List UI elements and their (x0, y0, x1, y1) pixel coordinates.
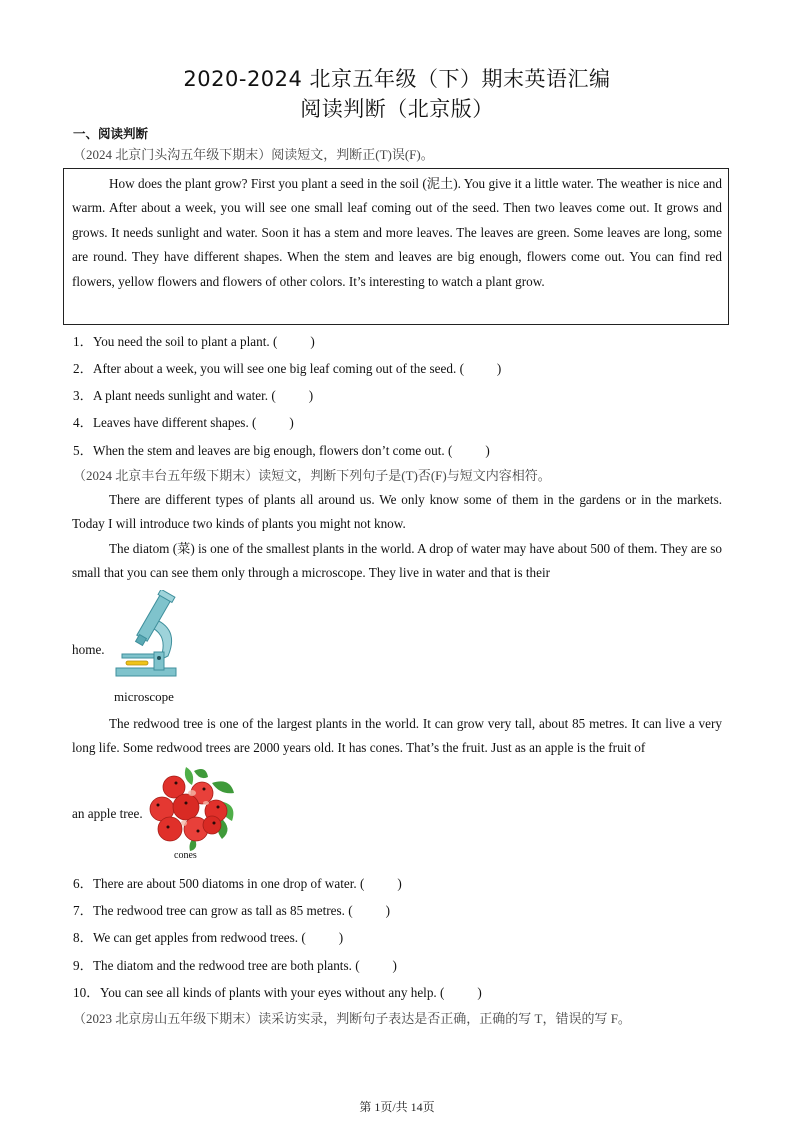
question-4 (73, 412, 294, 431)
document-title-line-1: 2020-2024 北京五年级（下）期末英语汇编 (183, 67, 611, 91)
question-text: When the stem and leaves are big enough, flowers don’t come out. ( ) (93, 443, 490, 458)
page-footer: 第 1页/共 14页 (359, 1100, 435, 1114)
question-number: 3． (73, 388, 93, 403)
para-3-end: an apple tree. (72, 806, 143, 821)
question-6 (73, 873, 402, 892)
question-3 (73, 385, 313, 404)
question-text: After about a week, you will see one big leaf coming out of the seed. ( ) (93, 361, 502, 376)
passage2-source: （2024 北京丰台五年级下期末）读短文，判断下列句子是(T)否(F)与短文内容相符。 (73, 468, 551, 483)
passage3-source: （2023 北京房山五年级下期末）读采访实录，判断句子表达是否正确，正确的写 T，错误的写 F。 (73, 1011, 631, 1026)
question-5 (73, 440, 490, 459)
question-8 (73, 927, 343, 946)
passage2-para-1 (72, 488, 722, 537)
document-title-line-2: 阅读判断（北京版） (300, 97, 494, 121)
microscope-caption: microscope (114, 689, 174, 704)
cones-icon (146, 763, 242, 851)
passage2-para-2 (72, 537, 722, 586)
paragraph-text: There are different types of plants all around us. We only know some of them in the gardens or in the markets. Today I will introduce two kinds of plants you might not know. (72, 492, 722, 532)
question-text: A plant needs sunlight and water. ( ) (93, 388, 314, 403)
section-heading: 一、阅读判断 (73, 126, 149, 141)
paragraph-text: The diatom (菜) is one of the smallest plants in the world. A drop of water may have about 500 of them. They are so small that you can see them only through a microscope. They live in water and that is their (72, 541, 722, 581)
passage1-source: （2024 北京门头沟五年级下期末）阅读短文，判断正(T)误(F)。 (73, 147, 434, 162)
question-text: Leaves have different shapes. ( ) (93, 415, 294, 430)
question-text: The diatom and the redwood tree are both plants. ( ) (93, 958, 397, 973)
question-number: 4． (73, 415, 93, 430)
question-number: 6． (73, 876, 93, 891)
question-2 (73, 358, 501, 377)
question-1 (73, 331, 315, 350)
microscope-icon (112, 590, 184, 678)
question-number: 1． (73, 334, 93, 349)
question-10 (73, 982, 482, 1001)
question-text: There are about 500 diatoms in one drop of water. ( ) (93, 876, 402, 891)
question-number: 10． (73, 985, 100, 1000)
passage1-text (72, 172, 722, 294)
question-text: The redwood tree can grow as tall as 85 metres. ( ) (93, 903, 390, 918)
question-number: 2． (73, 361, 93, 376)
question-text: You can see all kinds of plants with your eyes without any help. ( ) (100, 985, 482, 1000)
passage1-body: How does the plant grow? First you plant a seed in the soil (泥土). You give it a little water. The weather is nice and warm. After about a week, you will see one small leaf coming out of the seed. Then two leaves come out. It grows and grows. It needs sunlight and water. Soon it has a stem and more leaves. The leaves are green. Some leaves are long, some are round. They have different shapes. When the stem and leaves are big enough, flowers come out. You can find red flowers, yellow flowers and flowers of other colors. It’s interesting to watch a plant grow. (72, 176, 722, 289)
paragraph-text: The redwood tree is one of the largest plants in the world. It can grow very tall, about 85 metres. It can live a very long life. Some redwood trees are 2000 years old. It has cones. That’s the fruit. Just as an apple is the fruit of (72, 716, 722, 756)
question-7 (73, 900, 390, 919)
passage2-para-3 (72, 712, 722, 761)
question-number: 7． (73, 903, 93, 918)
question-text: We can get apples from redwood trees. ( ) (93, 930, 344, 945)
question-9 (73, 955, 397, 974)
question-number: 8． (73, 930, 93, 945)
para-2-end: home. (72, 642, 105, 657)
question-number: 9． (73, 958, 93, 973)
question-text: You need the soil to plant a plant. ( ) (93, 334, 315, 349)
cones-caption: cones (174, 850, 197, 861)
question-number: 5． (73, 443, 93, 458)
